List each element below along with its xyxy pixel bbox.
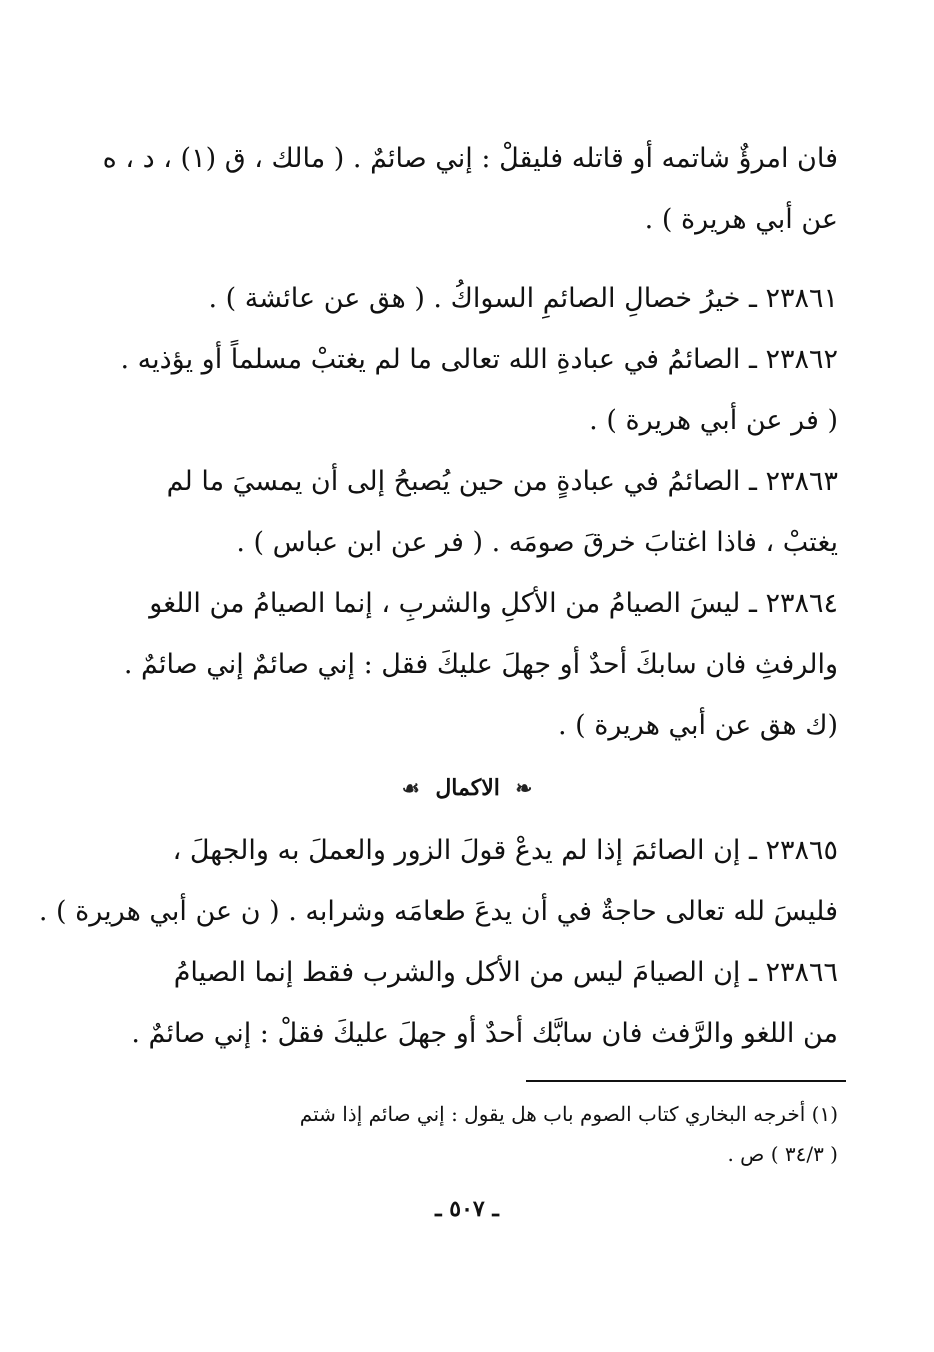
text-line: يغتبْ ، فاذا اغتابَ خرقَ صومَه . ( فر عن ابن عباس ) .: [236, 527, 838, 558]
hadith-23861: ٢٣٨٦١ ـ خيرُ خصالِ الصائمِ السواكُ . ( هق عن عائشة ) .: [208, 283, 838, 314]
footnote-line: (١) أخرجه البخاري كتاب الصوم باب هل يقول : إني صائم إذا شتم: [299, 1102, 838, 1126]
text-line: فان امرؤٌ شاتمه أو قاتله فليقلْ : إني صائمٌ . ( مالك ، ق (١) ، د ، ه: [102, 143, 838, 174]
text-line: (ك هق عن أبي هريرة ) .: [557, 710, 838, 741]
hadith-23866: ٢٣٨٦٦ ـ إن الصيامَ ليس من الأكل والشرب فقط إنما الصيامُ: [173, 957, 838, 988]
hadith-23862: ٢٣٨٦٢ ـ الصائمُ في عبادةِ الله تعالى ما لم يغتبْ مسلماً أو يؤذيه .: [120, 344, 838, 375]
continuation-paragraph: [102, 128, 838, 250]
hadith-23865: ٢٣٨٦٥ ـ إن الصائمَ إذا لم يدعْ قولَ الزور والعملَ به والجهلَ ،: [172, 835, 838, 866]
section-heading: الاكمال: [435, 775, 500, 801]
page-number: ـ ٥٠٧ ـ: [435, 1196, 499, 1222]
hadith-list-ikmal: [38, 820, 838, 1064]
ornament-icon: ☙: [401, 776, 420, 800]
hadith-23864: ٢٣٨٦٤ ـ ليسَ الصيامُ من الأكلِ والشربِ ، إنما الصيامُ من اللغو: [149, 588, 838, 619]
text-line: من اللغو والرَّفث فان سابَّك أحدٌ أو جهلَ عليكَ فقلْ : إني صائمٌ .: [131, 1018, 838, 1049]
hadith-23863: ٢٣٨٦٣ ـ الصائمُ في عبادةٍ من حين يُصبحُ إلى أن يمسيَ ما لم: [166, 466, 838, 497]
hadith-list: [120, 268, 838, 756]
footnote-divider: [526, 1080, 846, 1082]
footnote-line: ( ٣٤/٣ ) ص .: [727, 1142, 838, 1166]
text-line: ( فر عن أبي هريرة ) .: [589, 405, 838, 436]
ornament-icon: ❧: [515, 776, 533, 800]
text-line: والرفثِ فان سابكَ أحدٌ أو جهلَ عليكَ فقل : إني صائمٌ إني صائمٌ .: [123, 649, 838, 680]
text-line: فليسَ لله تعالى حاجةٌ في أن يدعَ طعامَه وشرابه . ( ن عن أبي هريرة ) .: [38, 896, 838, 927]
text-line: عن أبي هريرة ) .: [644, 204, 838, 235]
footnotes: [138, 1094, 838, 1174]
section-divider: [0, 768, 934, 808]
